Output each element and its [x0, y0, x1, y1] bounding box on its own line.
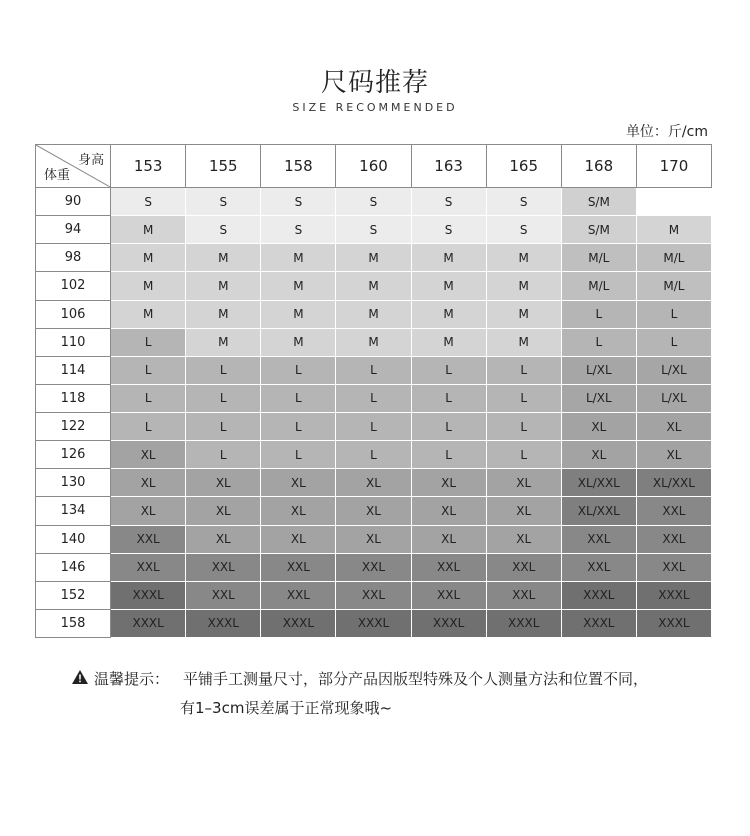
size-cell: S: [111, 188, 186, 216]
header-row: [36, 145, 712, 188]
size-cell: M/L: [561, 272, 636, 300]
notice-line-1: [72, 668, 648, 689]
height-header-168: 168: [561, 145, 636, 188]
height-axis-label: 身高: [78, 153, 105, 168]
table-row: [36, 272, 712, 300]
size-cell: S: [261, 188, 336, 216]
size-cell: L: [111, 328, 186, 356]
size-cell: XXXL: [636, 581, 711, 609]
size-cell: [636, 188, 711, 216]
size-cell: L: [486, 356, 561, 384]
height-header-153: 153: [111, 145, 186, 188]
size-cell: M: [111, 272, 186, 300]
size-cell: XL: [486, 497, 561, 525]
size-cell: S: [486, 216, 561, 244]
size-cell: XL/XXL: [636, 469, 711, 497]
size-cell: S: [336, 216, 411, 244]
size-cell: XXL: [561, 553, 636, 581]
warning-icon: [72, 670, 88, 688]
size-cell: XXL: [186, 581, 261, 609]
size-cell: M: [486, 272, 561, 300]
table-row: [36, 553, 712, 581]
height-header-163: 163: [411, 145, 486, 188]
size-cell: XL: [336, 525, 411, 553]
size-cell: XXXL: [336, 609, 411, 637]
size-cell: XXL: [486, 581, 561, 609]
table-row: [36, 384, 712, 412]
size-cell: XXL: [636, 497, 711, 525]
size-cell: M: [411, 328, 486, 356]
size-cell: XXXL: [561, 581, 636, 609]
size-cell: XXXL: [636, 609, 711, 637]
size-cell: M: [111, 216, 186, 244]
size-cell: M: [261, 300, 336, 328]
size-cell: S: [186, 188, 261, 216]
size-cell: XL: [411, 497, 486, 525]
size-cell: M: [636, 216, 711, 244]
size-cell: M: [261, 272, 336, 300]
size-cell: XL: [486, 525, 561, 553]
size-cell: L: [111, 384, 186, 412]
notice-line-2: 有1–3cm误差属于正常现象哦~: [180, 699, 393, 717]
size-cell: XL: [261, 469, 336, 497]
table-row: [36, 581, 712, 609]
weight-header-94: 94: [36, 216, 111, 244]
size-cell: L: [336, 384, 411, 412]
weight-header-152: 152: [36, 581, 111, 609]
size-cell: XXXL: [111, 609, 186, 637]
size-cell: XXXL: [261, 609, 336, 637]
size-cell: XXL: [411, 553, 486, 581]
size-cell: XL/XXL: [561, 469, 636, 497]
size-cell: XL: [561, 413, 636, 441]
size-table: [35, 144, 712, 638]
size-cell: M: [186, 328, 261, 356]
table-row: [36, 525, 712, 553]
size-cell: XL: [411, 469, 486, 497]
size-cell: M: [411, 272, 486, 300]
size-cell: L: [261, 441, 336, 469]
weight-axis-label: 体重: [44, 168, 71, 183]
size-cell: XL: [186, 525, 261, 553]
size-cell: M: [336, 244, 411, 272]
weight-header-158: 158: [36, 609, 111, 637]
page-title: 尺码推荐: [320, 68, 429, 98]
size-cell: L: [111, 413, 186, 441]
table-row: [36, 609, 712, 637]
weight-header-114: 114: [36, 356, 111, 384]
size-cell: M: [411, 300, 486, 328]
size-cell: L: [336, 413, 411, 441]
size-cell: S: [411, 188, 486, 216]
page-subtitle: SIZE RECOMMENDED: [292, 101, 458, 114]
weight-header-98: 98: [36, 244, 111, 272]
size-cell: M: [486, 328, 561, 356]
size-cell: M: [261, 244, 336, 272]
table-row: [36, 413, 712, 441]
height-header-160: 160: [336, 145, 411, 188]
size-cell: XL: [336, 497, 411, 525]
size-cell: L: [636, 300, 711, 328]
size-cell: L: [186, 441, 261, 469]
size-cell: L: [636, 328, 711, 356]
size-cell: L: [486, 413, 561, 441]
size-cell: XXXL: [411, 609, 486, 637]
weight-header-134: 134: [36, 497, 111, 525]
size-cell: XXXL: [561, 609, 636, 637]
size-cell: XL: [636, 413, 711, 441]
size-cell: L: [486, 384, 561, 412]
size-cell: M/L: [636, 272, 711, 300]
size-cell: XXL: [411, 581, 486, 609]
size-cell: XL: [561, 441, 636, 469]
weight-header-130: 130: [36, 469, 111, 497]
size-cell: S/M: [561, 188, 636, 216]
table-row: [36, 469, 712, 497]
size-cell: L: [111, 356, 186, 384]
size-cell: XXL: [111, 553, 186, 581]
size-cell: L: [336, 356, 411, 384]
size-cell: L: [411, 356, 486, 384]
size-cell: XXL: [336, 581, 411, 609]
size-cell: M: [186, 244, 261, 272]
size-cell: XL: [261, 497, 336, 525]
size-cell: XL: [411, 525, 486, 553]
size-cell: L: [561, 328, 636, 356]
size-cell: XXL: [636, 525, 711, 553]
size-cell: L: [336, 441, 411, 469]
size-cell: XL: [261, 525, 336, 553]
table-row: [36, 497, 712, 525]
table-row: [36, 356, 712, 384]
size-cell: L: [261, 384, 336, 412]
size-cell: S: [411, 216, 486, 244]
weight-header-102: 102: [36, 272, 111, 300]
size-cell: M: [336, 328, 411, 356]
size-cell: L: [411, 441, 486, 469]
table-row: [36, 300, 712, 328]
size-cell: M: [411, 244, 486, 272]
table-row: [36, 188, 712, 216]
weight-header-106: 106: [36, 300, 111, 328]
size-cell: S: [186, 216, 261, 244]
size-cell: XL: [336, 469, 411, 497]
size-cell: L/XL: [561, 384, 636, 412]
size-cell: L: [486, 441, 561, 469]
size-cell: L: [261, 356, 336, 384]
size-cell: M: [111, 300, 186, 328]
table-row: [36, 441, 712, 469]
size-cell: M: [261, 328, 336, 356]
size-cell: S: [336, 188, 411, 216]
size-cell: XXXL: [111, 581, 186, 609]
weight-header-146: 146: [36, 553, 111, 581]
size-cell: XL: [186, 469, 261, 497]
size-cell: L: [261, 413, 336, 441]
unit-label: 单位：斤/cm: [625, 124, 708, 140]
size-cell: XXXL: [186, 609, 261, 637]
size-cell: XL/XXL: [561, 497, 636, 525]
size-cell: L: [411, 413, 486, 441]
notice-label: 温馨提示：: [94, 670, 170, 688]
size-cell: L: [186, 384, 261, 412]
table-row: [36, 328, 712, 356]
size-cell: M/L: [636, 244, 711, 272]
notice-text-1: 平铺手工测量尺寸，部分产品因版型特殊及个人测量方法和位置不同，: [183, 670, 649, 688]
size-table-body: [36, 188, 712, 638]
size-cell: M: [186, 300, 261, 328]
size-cell: XL: [111, 469, 186, 497]
size-cell: M: [486, 244, 561, 272]
size-cell: M: [336, 300, 411, 328]
weight-header-126: 126: [36, 441, 111, 469]
size-cell: M: [486, 300, 561, 328]
size-cell: XL: [636, 441, 711, 469]
table-row: [36, 244, 712, 272]
size-cell: M: [336, 272, 411, 300]
size-cell: XXL: [561, 525, 636, 553]
size-cell: L: [411, 384, 486, 412]
size-cell: S: [486, 188, 561, 216]
weight-header-110: 110: [36, 328, 111, 356]
height-header-165: 165: [486, 145, 561, 188]
size-cell: S/M: [561, 216, 636, 244]
height-header-158: 158: [261, 145, 336, 188]
size-cell: XXL: [486, 553, 561, 581]
size-cell: XXL: [261, 553, 336, 581]
corner-cell: [36, 145, 111, 188]
height-header-170: 170: [636, 145, 711, 188]
size-cell: M: [186, 272, 261, 300]
weight-header-118: 118: [36, 384, 111, 412]
weight-header-140: 140: [36, 525, 111, 553]
size-cell: XL: [111, 441, 186, 469]
size-cell: XXL: [336, 553, 411, 581]
size-cell: M/L: [561, 244, 636, 272]
height-header-155: 155: [186, 145, 261, 188]
size-cell: S: [261, 216, 336, 244]
size-cell: L: [186, 413, 261, 441]
size-cell: XXXL: [486, 609, 561, 637]
size-cell: M: [111, 244, 186, 272]
size-cell: L/XL: [636, 384, 711, 412]
weight-header-122: 122: [36, 413, 111, 441]
size-cell: L/XL: [561, 356, 636, 384]
size-cell: L: [561, 300, 636, 328]
size-cell: XXL: [261, 581, 336, 609]
size-cell: XL: [111, 497, 186, 525]
size-cell: XL: [186, 497, 261, 525]
size-cell: XL: [486, 469, 561, 497]
size-cell: L/XL: [636, 356, 711, 384]
size-cell: XXL: [111, 525, 186, 553]
weight-header-90: 90: [36, 188, 111, 216]
size-cell: L: [186, 356, 261, 384]
table-row: [36, 216, 712, 244]
size-cell: XXL: [636, 553, 711, 581]
size-cell: XXL: [186, 553, 261, 581]
